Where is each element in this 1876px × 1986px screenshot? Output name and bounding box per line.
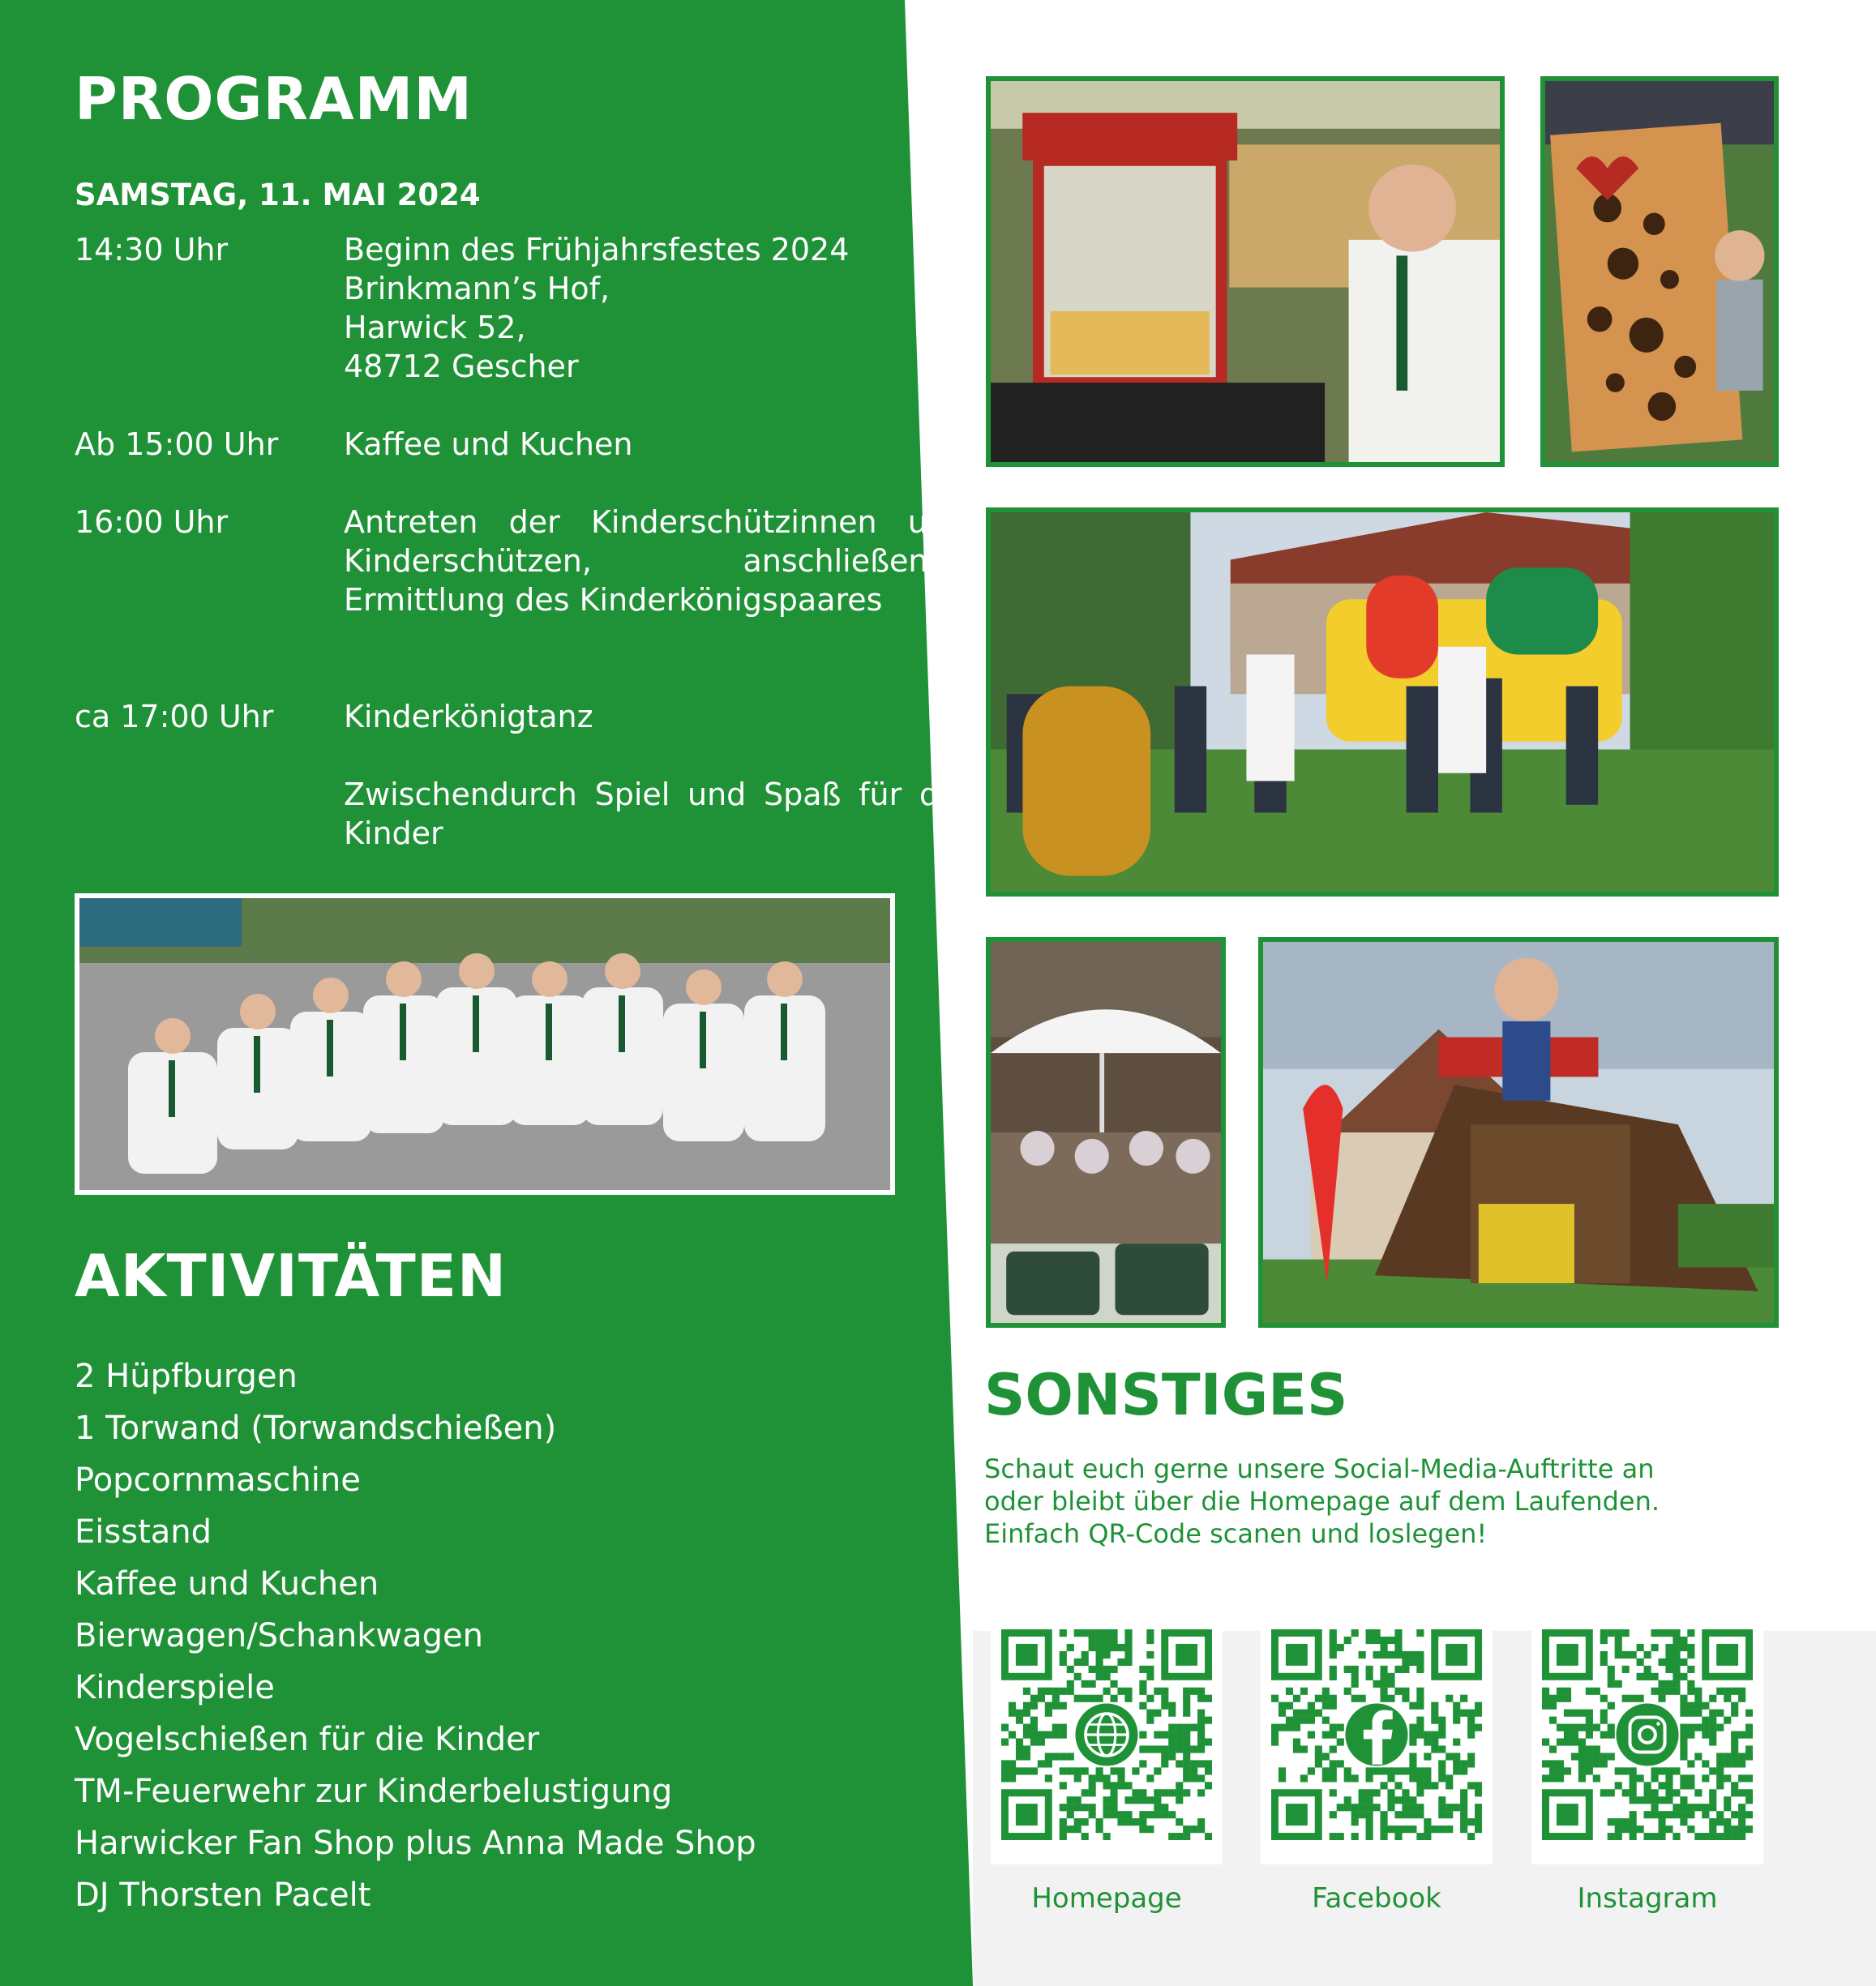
photo-group-of-men <box>75 893 895 1195</box>
programm-text: Kinderkönigtanz <box>344 699 593 734</box>
list-item: 2 Hüpfburgen <box>75 1358 298 1395</box>
qr-label-instagram[interactable]: Instagram <box>1577 1882 1718 1915</box>
list-item: TM-Feuerwehr zur Kinderbelustigung <box>75 1773 673 1810</box>
list-item: Bierwagen/Schankwagen <box>75 1617 484 1654</box>
qr-label-facebook[interactable]: Facebook <box>1312 1882 1441 1915</box>
photo-icon <box>79 898 890 1190</box>
list-item: Popcornmaschine <box>75 1462 361 1499</box>
programm-item <box>75 425 893 464</box>
list-item: Kaffee und Kuchen <box>75 1565 379 1603</box>
programm-item <box>75 230 893 392</box>
qr-instagram[interactable] <box>1531 1621 1763 1864</box>
qr-homepage[interactable] <box>991 1621 1223 1864</box>
photo-bouncy-castle-crowd <box>986 507 1779 897</box>
photo-icon <box>991 942 1221 1323</box>
photo-pirate-bouncy-castle <box>1258 937 1779 1328</box>
instagram-icon <box>1542 1629 1753 1840</box>
list-item: DJ Thorsten Pacelt <box>75 1877 371 1914</box>
photo-wooden-throwing-board <box>1540 76 1779 467</box>
photo-icon <box>1545 81 1774 462</box>
programm-item <box>75 697 893 736</box>
programm-time: 14:30 Uhr <box>75 232 229 268</box>
list-item: Eisstand <box>75 1513 212 1551</box>
programm-item <box>75 503 966 665</box>
aktivitaeten-list <box>75 1350 756 1921</box>
list-item: Vogelschießen für die Kinder <box>75 1721 540 1758</box>
programm-time: Ab 15:00 Uhr <box>75 426 279 462</box>
facebook-icon <box>1271 1629 1482 1840</box>
list-item: 1 Torwand (Torwandschießen) <box>75 1410 557 1447</box>
qr-label-homepage[interactable]: Homepage <box>1031 1882 1182 1915</box>
list-item: Harwicker Fan Shop plus Anna Made Shop <box>75 1825 756 1862</box>
globe-icon <box>1001 1629 1212 1840</box>
programm-text: Beginn des Frühjahrsfestes 2024 Brinkmann’s Hof, Harwick 52, 48712 Gescher <box>344 232 850 384</box>
programm-text: Zwischendurch Spiel und Spaß für die Kinder <box>344 777 966 851</box>
programm-item <box>75 775 966 856</box>
programm-time: 16:00 Uhr <box>75 504 229 540</box>
photo-icon <box>1263 942 1774 1323</box>
programm-date: SAMSTAG, 11. MAI 2024 <box>75 178 481 212</box>
aktivitaeten-title: AKTIVITÄTEN <box>75 1242 508 1310</box>
sonstiges-title: SONSTIGES <box>984 1362 1348 1428</box>
photo-icon <box>991 81 1500 462</box>
programm-title: PROGRAMM <box>75 65 473 133</box>
photo-popcorn-machine <box>986 76 1505 467</box>
sonstiges-text: Schaut euch gerne unsere Social-Media-Auftritte an oder bleibt über die Homepage auf dem Laufenden. Einfach QR-Code scanen und loslegen! <box>984 1453 1660 1549</box>
qr-facebook[interactable] <box>1261 1621 1493 1864</box>
programm-text: Antreten der Kinderschützinnen und Kinderschützen, anschließende Ermittlung des Kinderkönigspaares <box>344 504 966 618</box>
photo-icon <box>991 512 1774 892</box>
photo-cafe-seating <box>986 937 1226 1328</box>
programm-time: ca 17:00 Uhr <box>75 699 274 734</box>
list-item: Kinderspiele <box>75 1669 275 1706</box>
programm-text: Kaffee und Kuchen <box>344 426 633 462</box>
